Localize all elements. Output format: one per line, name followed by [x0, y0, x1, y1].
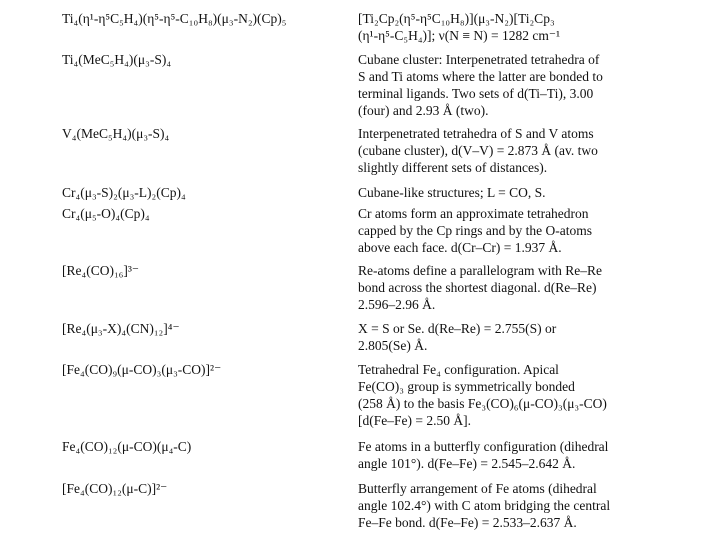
- description-line: (258 Å) to the basis Fe₃(CO)₆(μ-CO)₃(μ₃-CO): [358, 396, 607, 411]
- compound-description: [358, 125, 668, 176]
- description-line: [d(Fe–Fe) = 2.50 Å].: [358, 413, 471, 428]
- description-line: [Ti₂Cp₂(η⁵-η⁵C₁₀H₈)](μ₃-N₂)[Ti₂Cp₃: [358, 11, 555, 26]
- description-line: Fe atoms in a butterfly configuration (dihedral: [358, 439, 609, 454]
- compound-formula: V₄(MeC₅H₄)(μ₃-S)₄: [62, 126, 170, 141]
- compound-description: [358, 10, 668, 44]
- description-line: Fe(CO)₃ group is symmetrically bonded: [358, 379, 575, 394]
- description-line: 2.596–2.96 Å.: [358, 297, 436, 312]
- description-line: terminal ligands. Two sets of d(Ti–Ti), 3.00: [358, 86, 594, 101]
- compound-description: [358, 262, 668, 313]
- description-line: Cr atoms form an approximate tetrahedron: [358, 206, 589, 221]
- description-line: bond across the shortest diagonal. d(Re–Re): [358, 280, 597, 295]
- compound-description: [358, 361, 668, 429]
- description-line: Butterfly arrangement of Fe atoms (dihedral: [358, 481, 597, 496]
- description-line: S and Ti atoms where the latter are bonded to: [358, 69, 603, 84]
- description-line: (four) and 2.93 Å (two).: [358, 103, 489, 118]
- compound-formula: Ti₄(MeC₅H₄)(μ₃-S)₄: [62, 52, 172, 67]
- description-line: Fe–Fe bond. d(Fe–Fe) = 2.533–2.637 Å.: [358, 515, 577, 530]
- compound-formula: Cr₄(μ₅-O)₄(Cp)₄: [62, 206, 150, 221]
- compound-description: [358, 205, 668, 256]
- description-line: Tetrahedral Fe₄ configuration. Apical: [358, 362, 559, 377]
- compound-formula: [Re₄(μ₃-X)₄(CN)₁₂]⁴⁻: [62, 321, 180, 336]
- compound-formula: Cr₄(μ₃-S)₂(μ₃-L)₂(Cp)₄: [62, 185, 186, 200]
- compound-formula: Ti₄(η¹-η⁵C₅H₄)(η⁵-η⁵-C₁₀H₈)(μ₃-N₂)(Cp)₅: [62, 11, 287, 26]
- compound-description: [358, 51, 668, 119]
- description-line: angle 101°). d(Fe–Fe) = 2.545–2.642 Å.: [358, 456, 576, 471]
- description-line: above each face. d(Cr–Cr) = 1.937 Å.: [358, 240, 562, 255]
- compound-description: [358, 480, 668, 531]
- description-line: Cubane-like structures; L = CO, S.: [358, 185, 546, 200]
- description-line: angle 102.4°) with C atom bridging the central: [358, 498, 611, 513]
- compound-formula: [Fe₄(CO)₉(μ-CO)₃(μ₃-CO)]²⁻: [62, 362, 222, 377]
- description-line: (cubane cluster), d(V–V) = 2.873 Å (av. two: [358, 143, 598, 158]
- description-line: slightly different sets of distances).: [358, 160, 548, 175]
- compound-formula: [Fe₄(CO)₁₂(μ-C)]²⁻: [62, 481, 168, 496]
- description-line: Interpenetrated tetrahedra of S and V atoms: [358, 126, 594, 141]
- compound-description: [358, 320, 668, 354]
- description-line: Cubane cluster: Interpenetrated tetrahedra of: [358, 52, 600, 67]
- compound-description: [358, 184, 668, 201]
- compound-formula: [Re₄(CO)₁₆]³⁻: [62, 263, 140, 278]
- compound-formula: Fe₄(CO)₁₂(μ-CO)(μ₄-C): [62, 439, 192, 454]
- description-line: 2.805(Se) Å.: [358, 338, 428, 353]
- description-line: capped by the Cp rings and by the O-atoms: [358, 223, 592, 238]
- description-line: X = S or Se. d(Re–Re) = 2.755(S) or: [358, 321, 557, 336]
- description-line: Re-atoms define a parallelogram with Re–Re: [358, 263, 603, 278]
- compound-description: [358, 438, 668, 472]
- description-line: (η¹-η⁵-C₅H₄)]; ν(N ≡ N) = 1282 cm⁻¹: [358, 28, 561, 43]
